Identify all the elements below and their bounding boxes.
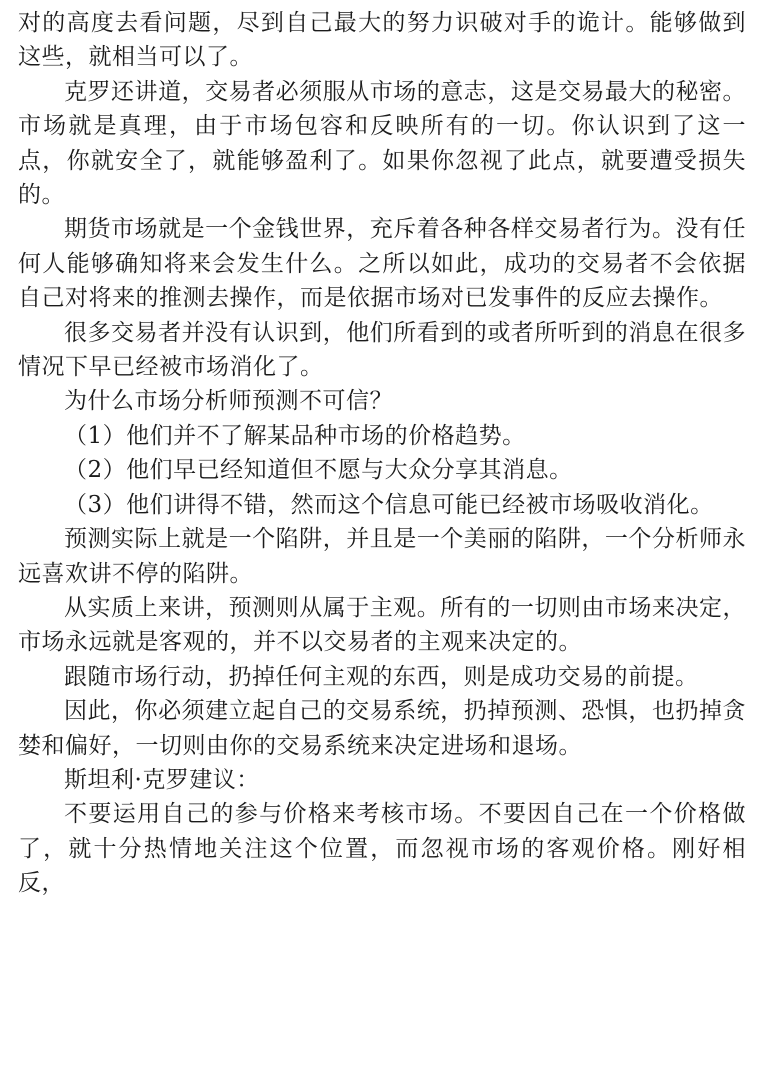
list-item-2: （2）他们早已经知道但不愿与大众分享其消息。 (64, 457, 573, 484)
paragraph-question: 为什么市场分析师预测不可信？ (64, 388, 393, 415)
paragraph-subjective: 从实质上来讲，预测则从属于主观。所有的一切则由市场来决定，市场永远就是客观的，并不以交易者的主观来决定的。 (18, 594, 746, 656)
paragraph-advice-text: 不要运用自己的参与价格来考核市场。不要因自己在一个价格做了，就十分热情地关注这个位置，而忽视市场的客观价格。刚好相反， (18, 801, 746, 897)
paragraph-prediction-trap: 预测实际上就是一个陷阱，并且是一个美丽的陷阱，一个分析师永远喜欢讲不停的陷阱。 (18, 526, 746, 587)
book-page (18, 6, 746, 901)
paragraph-kroll-advice-heading: 斯坦利·克罗建议： (64, 766, 260, 793)
paragraph-follow-market: 跟随市场行动，扔掉任何主观的东西，则是成功交易的前提。 (64, 663, 699, 690)
paragraph-continuation: 对的高度去看问题，尽到自己最大的努力识破对手的诡计。能够做到这些，就相当可以了。 (18, 10, 746, 71)
list-item-1: （1）他们并不了解某品种市场的价格趋势。 (64, 422, 526, 449)
paragraph-trading-system: 因此，你必须建立起自己的交易系统，扔掉预测、恐惧，也扔掉贪婪和偏好，一切则由你的交易系统来决定进场和退场。 (18, 698, 746, 759)
list-item-3: （3）他们讲得不错，然而这个信息可能已经被市场吸收消化。 (64, 491, 714, 518)
paragraph-market-will: 克罗还讲道，交易者必须服从市场的意志，这是交易最大的秘密。市场就是真理，由于市场包容和反映所有的一切。你认识到了这一点，你就安全了，就能够盈利了。如果你忽视了此点，就要遭受损失的。 (18, 78, 746, 209)
paragraph-news-digested: 很多交易者并没有认识到，他们所看到的或者所听到的消息在很多情况下早已经被市场消化了。 (18, 319, 746, 381)
paragraph-futures-market: 期货市场就是一个金钱世界，充斥着各种各样交易者行为。没有任何人能够确知将来会发生什么。之所以如此，成功的交易者不会依据自己对将来的推测去操作，而是依据市场对已发事件的反应去操作。 (18, 216, 746, 312)
